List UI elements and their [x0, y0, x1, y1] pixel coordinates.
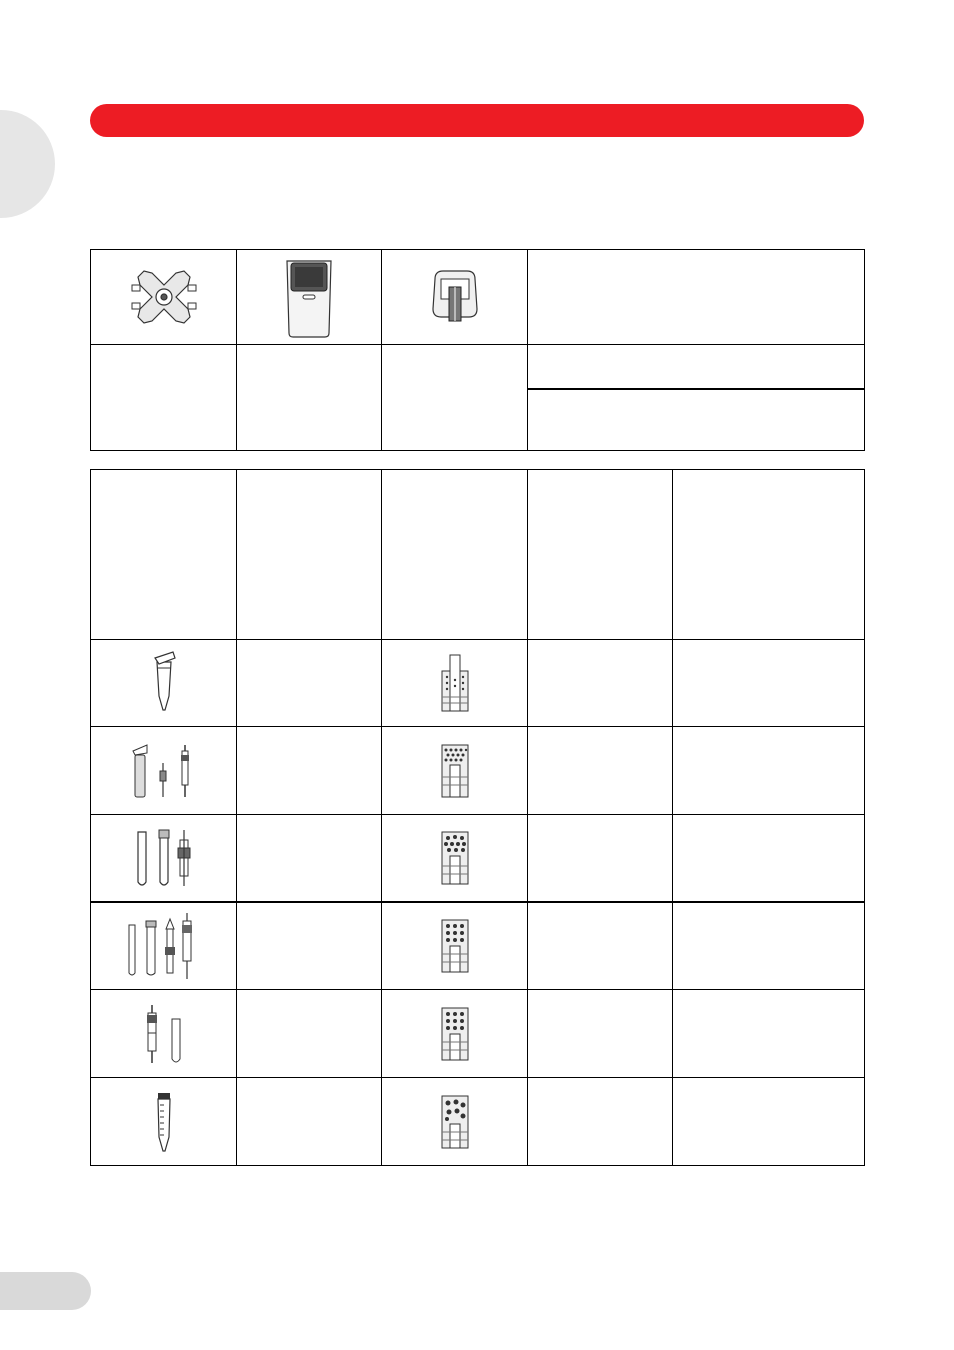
row-cell	[528, 727, 673, 815]
table-row	[91, 990, 865, 1078]
conical-tube-icon	[154, 1091, 174, 1153]
row-cell	[673, 990, 865, 1078]
rotor-table	[90, 249, 865, 451]
microtube-icon	[149, 650, 179, 716]
adapter-image-cell	[382, 990, 528, 1078]
row-cell	[237, 990, 382, 1078]
spec-bottom-cell	[528, 389, 865, 451]
spec-top-cell	[528, 345, 865, 389]
adapter-rack-large-icon	[440, 1094, 470, 1150]
bucket-image-cell	[237, 250, 382, 345]
adapter-rack-grid-icon	[440, 1006, 470, 1062]
tube-table	[90, 469, 865, 1166]
mixed-tube-set-icon	[119, 911, 209, 981]
adapter-rack-small-icon	[440, 653, 470, 713]
rotor-image-cell	[91, 250, 237, 345]
table-row	[91, 1078, 865, 1166]
tube-image-cell	[91, 640, 237, 727]
row-cell	[237, 1078, 382, 1166]
adapter-image-cell	[382, 902, 528, 990]
bucket-icon	[283, 255, 335, 339]
section-tab	[0, 110, 55, 218]
row-cell	[528, 1078, 673, 1166]
row-cell	[237, 640, 382, 727]
tube-image-cell	[91, 1078, 237, 1166]
table-row	[91, 640, 865, 727]
table-row	[91, 727, 865, 815]
header-cell	[237, 470, 382, 640]
row-cell	[237, 902, 382, 990]
adapter-image-cell	[382, 1078, 528, 1166]
adapter-rack-medium-icon	[440, 830, 470, 886]
header-cell	[528, 470, 673, 640]
cryo-tube-set-icon	[129, 741, 199, 801]
syringe-tube-icon	[138, 1003, 190, 1065]
header-cell	[673, 470, 865, 640]
swing-rotor-icon	[124, 257, 204, 337]
table-row	[91, 815, 865, 902]
adapter-image-cell	[382, 727, 528, 815]
row-cell	[673, 640, 865, 727]
row-cell	[673, 727, 865, 815]
adapter-image-cell	[382, 815, 528, 902]
blood-tube-set-icon	[132, 826, 196, 890]
tube-image-cell	[91, 815, 237, 902]
row-cell	[237, 727, 382, 815]
row-cell	[673, 815, 865, 902]
adapter-spec-cell	[382, 345, 528, 451]
tube-image-cell	[91, 727, 237, 815]
bucket-spec-cell	[237, 345, 382, 451]
table-row	[91, 902, 865, 990]
header-cell	[91, 470, 237, 640]
page-number-tab	[0, 1272, 91, 1310]
header-bar	[90, 104, 864, 137]
row-cell	[673, 902, 865, 990]
row-cell	[528, 815, 673, 902]
tube-image-cell	[91, 990, 237, 1078]
adapter-image-cell	[382, 250, 528, 345]
header-cell	[382, 470, 528, 640]
row-cell	[528, 902, 673, 990]
adapter-rack-grid-icon	[440, 918, 470, 974]
tube-image-cell	[91, 902, 237, 990]
row-cell	[528, 640, 673, 727]
row-cell	[237, 815, 382, 902]
adapter-image-cell	[382, 640, 528, 727]
row-cell	[528, 990, 673, 1078]
row-cell	[673, 1078, 865, 1166]
adapter-rack-dense-icon	[440, 743, 470, 799]
rotor-description-cell	[528, 250, 865, 345]
adapter-icon	[427, 265, 483, 329]
rotor-spec-cell	[91, 345, 237, 451]
